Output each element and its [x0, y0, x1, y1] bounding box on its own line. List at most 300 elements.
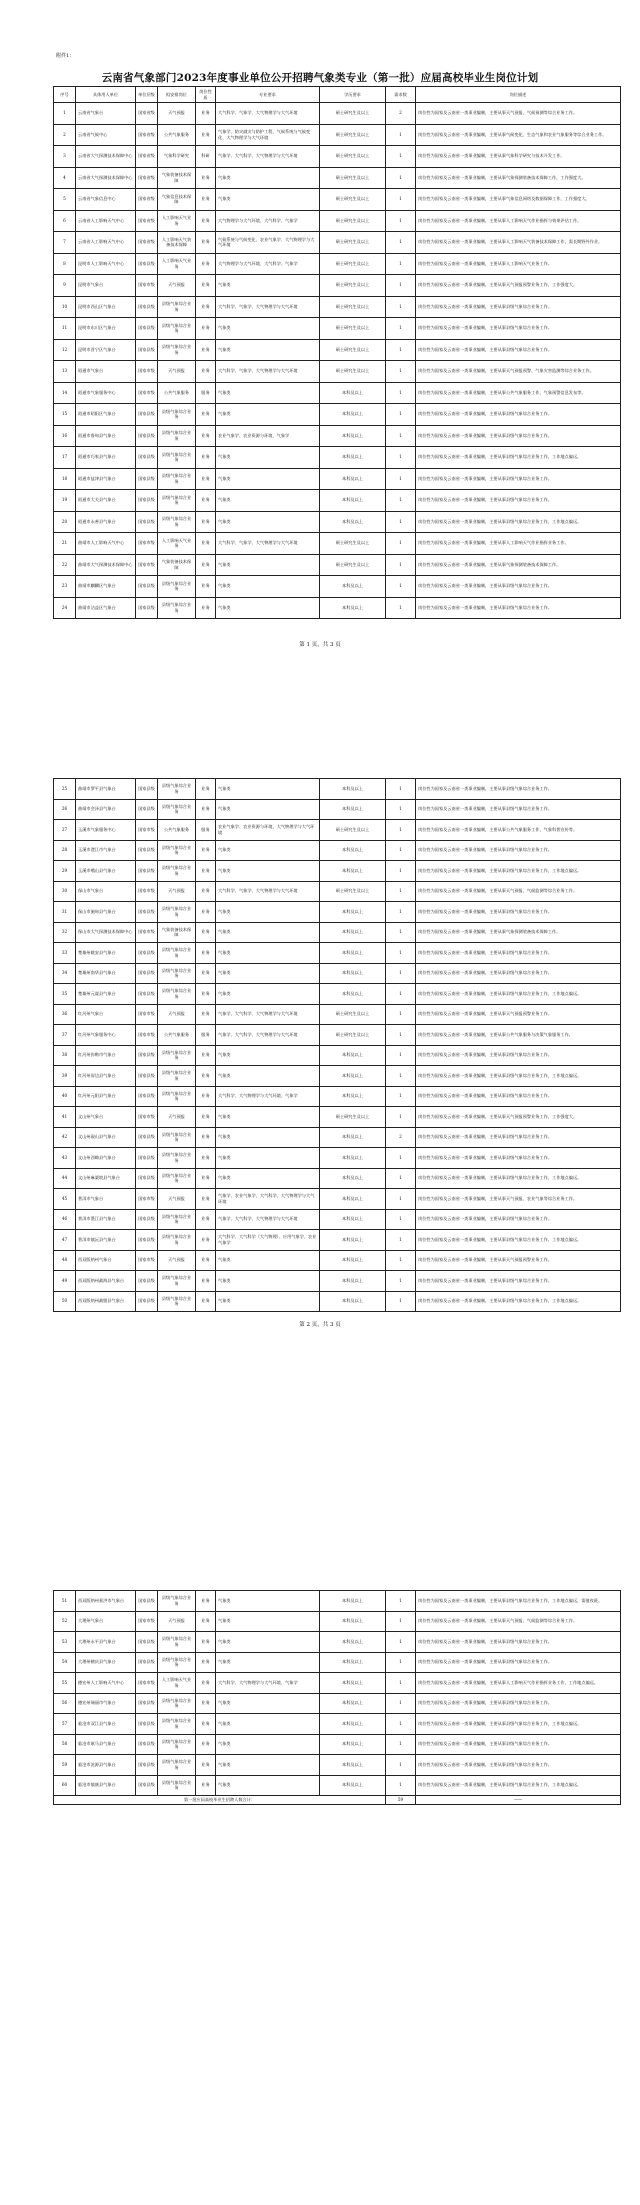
education-requirement: 本科及以上: [320, 468, 386, 490]
education-requirement: 硕士研究生及以上: [320, 820, 386, 841]
post-name: 人工影响天气业务: [158, 253, 196, 275]
education-requirement: 本科及以上: [320, 1045, 386, 1066]
post-nature: 业务: [196, 1271, 216, 1292]
table-row: [54, 210, 621, 232]
post-description: 岗位性为国家及云南省一类事业编制，主要从事县级气象综合业务工作。: [416, 1148, 621, 1169]
table-row: [54, 554, 621, 576]
post-description: 岗位性为国家及云南省一类事业编制，主要从事人工影响天气业务工作。: [416, 253, 621, 275]
post-nature: 业务: [196, 1755, 216, 1776]
major-requirement: 气象类: [216, 1652, 320, 1673]
unit-level: 国家县级: [136, 576, 158, 598]
post-name: 气象科学研究: [158, 146, 196, 168]
row-number: 50: [54, 1291, 76, 1312]
unit-level: 国家县级: [136, 1714, 158, 1735]
unit-name: 昆明市晋宁区气象台: [76, 339, 136, 361]
column-header-headcount: 需求数: [386, 87, 416, 103]
education-requirement: 本科及以上: [320, 1714, 386, 1735]
education-requirement: 本科及以上: [320, 1127, 386, 1148]
row-number: 51: [54, 1591, 76, 1612]
headcount: 1: [386, 296, 416, 318]
table-row: [54, 1591, 621, 1612]
unit-level: 国家市级: [136, 1673, 158, 1694]
table-row: [54, 1004, 621, 1025]
education-requirement: 本科及以上: [320, 576, 386, 598]
unit-name: 云南省气候中心: [76, 124, 136, 146]
row-number: 34: [54, 963, 76, 984]
post-name: 县级气象综合业务: [158, 1168, 196, 1189]
post-name: 县级气象综合业务: [158, 1652, 196, 1673]
table-row: [54, 1734, 621, 1755]
education-requirement: 本科及以上: [320, 1086, 386, 1107]
major-requirement: 大气科学、大气科学（大气物理）、应用气象学、农业气象学: [216, 1230, 320, 1251]
unit-level: 国家县级: [136, 296, 158, 318]
post-name: 县级气象综合业务: [158, 779, 196, 800]
post-nature: 科研: [196, 146, 216, 168]
table-row: [54, 1693, 621, 1714]
post-description: 岗位性为国家及云南省一类事业编制，主要从事气象探测装备技术保障工作。: [416, 922, 621, 943]
table-row: [54, 1025, 621, 1046]
row-number: 47: [54, 1230, 76, 1251]
unit-level: 国家县级: [136, 984, 158, 1005]
post-description: 岗位性为国家及云南省一类事业编制，主要从事县级气象综合业务工作。: [416, 799, 621, 820]
table-row: [54, 1148, 621, 1169]
table-header-row: [54, 87, 621, 103]
unit-level: 国家县级: [136, 1168, 158, 1189]
education-requirement: 本科及以上: [320, 1209, 386, 1230]
unit-name: 临沧市镇康县气象台: [76, 1775, 136, 1796]
unit-level: 国家县级: [136, 1652, 158, 1673]
table-row: [54, 861, 621, 882]
education-requirement: 硕士研究生及以上: [320, 189, 386, 211]
column-header-post-nature: 岗位性质: [196, 87, 216, 103]
headcount: 1: [386, 1230, 416, 1251]
post-nature: 业务: [196, 1652, 216, 1673]
education-requirement: 硕士研究生及以上: [320, 339, 386, 361]
major-requirement: 气象类: [216, 1148, 320, 1169]
post-nature: 业务: [196, 1250, 216, 1271]
unit-level: 国家县级: [136, 799, 158, 820]
unit-name: 保山市施甸县气象台: [76, 902, 136, 923]
education-requirement: 本科及以上: [320, 1230, 386, 1251]
post-nature: 业务: [196, 1611, 216, 1632]
recruitment-table-page-2: [53, 778, 621, 1312]
post-description: 岗位性为国家及云南省一类事业编制，主要从事县级气象综合业务工作，工作地点偏远。: [416, 511, 621, 533]
headcount: 1: [386, 1189, 416, 1210]
row-number: 39: [54, 1066, 76, 1087]
post-nature: 业务: [196, 210, 216, 232]
unit-name: 云南省人工影响天气中心: [76, 210, 136, 232]
table-row: [54, 1271, 621, 1292]
row-number: 1: [54, 103, 76, 125]
row-number: 49: [54, 1271, 76, 1292]
row-number: 44: [54, 1168, 76, 1189]
headcount: 1: [386, 146, 416, 168]
unit-name: 红河州气象台: [76, 1004, 136, 1025]
post-description: 岗位性为国家及云南省一类事业编制，主要从事县级气象综合业务工作，工作地点偏远。: [416, 861, 621, 882]
post-description: 岗位性为国家及云南省一类事业编制，主要从事天气预报、农业气象等综合业务工作。: [416, 1189, 621, 1210]
headcount: 1: [386, 318, 416, 340]
post-nature: 业务: [196, 554, 216, 576]
post-description: 岗位性为国家及云南省一类事业编制，主要从事天气预报、气候监测等综合业务工作。: [416, 1611, 621, 1632]
post-nature: 业务: [196, 1209, 216, 1230]
unit-level: 国家省级: [136, 189, 158, 211]
major-requirement: 大气科学、气象学、大气物理学与大气环境: [216, 361, 320, 383]
table-row: [54, 1714, 621, 1735]
table-row: [54, 597, 621, 619]
post-description: 岗位性为国家及云南省一类事业编制，主要从事县级气象综合业务工作。: [416, 404, 621, 426]
unit-level: 国家县级: [136, 1291, 158, 1312]
post-name: 县级气象综合业务: [158, 1148, 196, 1169]
headcount: 1: [386, 232, 416, 254]
unit-level: 国家市级: [136, 1004, 158, 1025]
row-number: 37: [54, 1025, 76, 1046]
unit-name: 楚雄州姚安县气象台: [76, 943, 136, 964]
table-row: [54, 361, 621, 383]
table-row: [54, 425, 621, 447]
row-number: 43: [54, 1148, 76, 1169]
unit-name: 玉溪市澄江市气象台: [76, 840, 136, 861]
headcount: 1: [386, 576, 416, 598]
post-name: 县级气象综合业务: [158, 468, 196, 490]
unit-name: 普洱市镇沅县气象台: [76, 1230, 136, 1251]
post-nature: 服务: [196, 382, 216, 404]
sheet-2: [0, 760, 640, 1450]
post-name: 县级气象综合业务: [158, 1209, 196, 1230]
education-requirement: 本科及以上: [320, 840, 386, 861]
education-requirement: 本科及以上: [320, 597, 386, 619]
post-description: 岗位性为国家及云南省一类事业编制，主要从事县级气象综合业务工作，工作地点偏远。: [416, 447, 621, 469]
table-row: [54, 922, 621, 943]
unit-level: 国家县级: [136, 468, 158, 490]
education-requirement: 本科及以上: [320, 963, 386, 984]
post-description: 岗位性为国家及云南省一类事业编制，主要从事气候变化、生态气象和农业气象服务等综合业务工作。: [416, 124, 621, 146]
education-requirement: 硕士研究生及以上: [320, 210, 386, 232]
education-requirement: 硕士研究生及以上: [320, 1025, 386, 1046]
headcount: 1: [386, 1755, 416, 1776]
summary-dash: ——: [416, 1796, 621, 1805]
post-name: 县级气象综合业务: [158, 861, 196, 882]
post-nature: 业务: [196, 779, 216, 800]
post-description: 岗位性为国家及云南省一类事业编制，主要从事天气预报、气候监测等综合业务工作。: [416, 881, 621, 902]
post-name: 气象装备技术保障: [158, 554, 196, 576]
major-requirement: 气象类: [216, 799, 320, 820]
recruitment-table-page-3: [53, 1590, 621, 1805]
post-name: 公共气象服务: [158, 820, 196, 841]
post-name: 天气预报: [158, 103, 196, 125]
unit-level: 国家县级: [136, 1755, 158, 1776]
row-number: 10: [54, 296, 76, 318]
post-description: 岗位性为国家及云南省一类事业编制，主要从事天气预报预警业务工作，工作强度大。: [416, 1107, 621, 1128]
unit-name: 楚雄州元谋县气象台: [76, 984, 136, 1005]
education-requirement: 本科及以上: [320, 1652, 386, 1673]
unit-level: 国家县级: [136, 1066, 158, 1087]
table-row: [54, 124, 621, 146]
unit-level: 国家县级: [136, 902, 158, 923]
unit-level: 国家县级: [136, 963, 158, 984]
education-requirement: 本科及以上: [320, 1673, 386, 1694]
headcount: 1: [386, 840, 416, 861]
row-number: 8: [54, 253, 76, 275]
unit-name: 曲靖市沾益区气象台: [76, 597, 136, 619]
headcount: 1: [386, 597, 416, 619]
post-description: 岗位性为国家及云南省一类事业编制，主要从事县级气象综合业务工作。: [416, 1271, 621, 1292]
major-requirement: 大气科学、气象学、大气物理学与大气环境: [216, 296, 320, 318]
row-number: 58: [54, 1734, 76, 1755]
row-number: 24: [54, 597, 76, 619]
post-description: 岗位性为国家及云南省一类事业编制，主要从事公共气象服务与决策气象服务工作。: [416, 1025, 621, 1046]
unit-name: 曲靖市人工影响天气中心: [76, 533, 136, 555]
education-requirement: 硕士研究生及以上: [320, 146, 386, 168]
unit-name: 红河州弥勒市气象台: [76, 1045, 136, 1066]
unit-level: 国家县级: [136, 1230, 158, 1251]
post-description: 岗位性为国家及云南省一类事业编制，主要从事县级气象综合业务工作，工作地点偏远。: [416, 1066, 621, 1087]
post-nature: 业务: [196, 861, 216, 882]
unit-name: 临沧市双江县气象台: [76, 1714, 136, 1735]
unit-name: 曲靖市会泽县气象台: [76, 799, 136, 820]
unit-level: 国家县级: [136, 1148, 158, 1169]
row-number: 28: [54, 840, 76, 861]
education-requirement: 本科及以上: [320, 799, 386, 820]
education-requirement: 本科及以上: [320, 1611, 386, 1632]
post-nature: 业务: [196, 922, 216, 943]
post-name: 县级气象综合业务: [158, 1693, 196, 1714]
row-number: 56: [54, 1693, 76, 1714]
post-description: 岗位性为国家及云南省一类事业编制，主要从事天气预报预警业务工作。: [416, 1250, 621, 1271]
headcount: 1: [386, 779, 416, 800]
major-requirement: 气象类: [216, 447, 320, 469]
major-requirement: 气象类: [216, 984, 320, 1005]
post-description: 岗位性为国家及云南省一类事业编制，主要从事天气预报预警业务工作，工作强度大。: [416, 275, 621, 297]
major-requirement: 气象类: [216, 1271, 320, 1292]
unit-name: 西双版纳州景洪市气象台: [76, 1591, 136, 1612]
post-name: 县级气象综合业务: [158, 1230, 196, 1251]
post-nature: 业务: [196, 881, 216, 902]
post-description: 岗位性为国家及云南省一类事业编制，主要从事县级气象综合业务工作，工作地点偏远。: [416, 1775, 621, 1796]
post-description: 岗位性为国家及云南省一类事业编制，主要从事人工影响天气作业指挥业务工作，工作地点偏远。: [416, 1673, 621, 1694]
table-row: [54, 1189, 621, 1210]
education-requirement: 本科及以上: [320, 1775, 386, 1796]
post-nature: 业务: [196, 1127, 216, 1148]
table-row: [54, 1168, 621, 1189]
post-description: 岗位性为国家及云南省一类事业编制，主要从事天气预报预警、气象灾害监测等综合业务工作。: [416, 361, 621, 383]
unit-level: 国家县级: [136, 779, 158, 800]
major-requirement: 气象类: [216, 1250, 320, 1271]
headcount: 1: [386, 511, 416, 533]
table-row: [54, 1775, 621, 1796]
row-number: 55: [54, 1673, 76, 1694]
headcount: 1: [386, 1025, 416, 1046]
post-description: 岗位性为国家及云南省一类事业编制，主要从事县级气象综合业务工作，工作地点偏远。: [416, 1168, 621, 1189]
post-name: 天气预报: [158, 1250, 196, 1271]
post-name: 天气预报: [158, 361, 196, 383]
table-row: [54, 447, 621, 469]
major-requirement: 气象类: [216, 943, 320, 964]
major-requirement: 气象类: [216, 1066, 320, 1087]
unit-name: 文山州麻栗坡县气象台: [76, 1168, 136, 1189]
post-nature: 业务: [196, 189, 216, 211]
post-nature: 业务: [196, 275, 216, 297]
table-row: [54, 1250, 621, 1271]
major-requirement: 气象类: [216, 468, 320, 490]
major-requirement: 气象类: [216, 1632, 320, 1653]
major-requirement: 大气科学、气象学、大气物理学与大气环境: [216, 533, 320, 555]
unit-level: 国家县级: [136, 1209, 158, 1230]
table-row: [54, 167, 621, 189]
table-row: [54, 404, 621, 426]
major-requirement: 气象类: [216, 404, 320, 426]
row-number: 46: [54, 1209, 76, 1230]
education-requirement: 本科及以上: [320, 1632, 386, 1653]
education-requirement: 本科及以上: [320, 943, 386, 964]
post-description: 岗位性为国家及云南省一类事业编制，主要从事县级气象综合业务工作。: [416, 339, 621, 361]
post-description: 岗位性为国家及云南省一类事业编制，主要从事县级气象综合业务工作。: [416, 779, 621, 800]
row-number: 20: [54, 511, 76, 533]
unit-name: 云南省气象台: [76, 103, 136, 125]
unit-name: 大理州永平县气象台: [76, 1632, 136, 1653]
post-nature: 业务: [196, 1775, 216, 1796]
post-nature: 业务: [196, 1291, 216, 1312]
table-row: [54, 984, 621, 1005]
education-requirement: 硕士研究生及以上: [320, 124, 386, 146]
education-requirement: 硕士研究生及以上: [320, 533, 386, 555]
post-nature: 业务: [196, 1066, 216, 1087]
headcount: 1: [386, 984, 416, 1005]
table-row: [54, 382, 621, 404]
table-row: [54, 1066, 621, 1087]
post-name: 天气预报: [158, 1004, 196, 1025]
unit-level: 国家市级: [136, 275, 158, 297]
post-description: 岗位性为国家及云南省一类事业编制，主要从事县级气象综合业务工作。: [416, 1086, 621, 1107]
unit-level: 国家县级: [136, 597, 158, 619]
major-requirement: 气象类: [216, 511, 320, 533]
education-requirement: 本科及以上: [320, 1591, 386, 1612]
unit-name: 红河州气象服务中心: [76, 1025, 136, 1046]
post-nature: 业务: [196, 1107, 216, 1128]
education-requirement: 本科及以上: [320, 861, 386, 882]
post-name: 县级气象综合业务: [158, 1591, 196, 1612]
education-requirement: 硕士研究生及以上: [320, 232, 386, 254]
major-requirement: 气候系统与气候变化、农业气象学、大气物理学与大气环境: [216, 232, 320, 254]
headcount: 1: [386, 447, 416, 469]
headcount: 1: [386, 1148, 416, 1169]
post-nature: 业务: [196, 339, 216, 361]
post-name: 县级气象综合业务: [158, 1291, 196, 1312]
major-requirement: 气象类: [216, 1693, 320, 1714]
post-nature: 业务: [196, 576, 216, 598]
table-row: [54, 1086, 621, 1107]
row-number: 32: [54, 922, 76, 943]
sheet-3: [0, 1450, 640, 2205]
unit-name: 昆明市气象台: [76, 275, 136, 297]
headcount: 1: [386, 124, 416, 146]
major-requirement: 气象学、大气科学、大气物理学与大气环境: [216, 146, 320, 168]
unit-name: 曲靖市麒麟区气象台: [76, 576, 136, 598]
post-description: 岗位性为国家及云南省一类事业编制，主要从事县级气象综合业务工作。: [416, 943, 621, 964]
post-description: 岗位性为国家及云南省一类事业编制，主要从事气象探测装备技术保障工作，工作强度大。: [416, 167, 621, 189]
headcount: 1: [386, 468, 416, 490]
table-row: [54, 1045, 621, 1066]
unit-level: 国家县级: [136, 1045, 158, 1066]
unit-level: 国家市级: [136, 1250, 158, 1271]
post-name: 县级气象综合业务: [158, 943, 196, 964]
education-requirement: 本科及以上: [320, 1189, 386, 1210]
row-number: 33: [54, 943, 76, 964]
major-requirement: 气象类: [216, 902, 320, 923]
post-description: 岗位性为国家及云南省一类事业编制，主要从事气象信息网络及数据保障工作，工作强度大。: [416, 189, 621, 211]
table-row: [54, 881, 621, 902]
education-requirement: 本科及以上: [320, 511, 386, 533]
post-description: 岗位性为国家及云南省一类事业编制，主要从事县级气象综合业务工作。: [416, 1045, 621, 1066]
unit-name: 保山市大气探测技术保障中心: [76, 922, 136, 943]
major-requirement: 气象类: [216, 597, 320, 619]
post-nature: 业务: [196, 597, 216, 619]
table-row: [54, 779, 621, 800]
headcount: 1: [386, 1673, 416, 1694]
row-number: 31: [54, 902, 76, 923]
major-requirement: 气象类: [216, 861, 320, 882]
major-requirement: 气象类: [216, 779, 320, 800]
post-description: 岗位性为国家及云南省一类事业编制，主要从事公共气象服务工作，气象科普宣传等。: [416, 820, 621, 841]
post-nature: 业务: [196, 103, 216, 125]
table-row: [54, 1127, 621, 1148]
post-name: 公共气象服务: [158, 1025, 196, 1046]
major-requirement: 气象类: [216, 490, 320, 512]
table-row: [54, 1632, 621, 1653]
major-requirement: 气象类: [216, 576, 320, 598]
headcount: 1: [386, 1632, 416, 1653]
unit-level: 国家市级: [136, 820, 158, 841]
row-number: 53: [54, 1632, 76, 1653]
unit-name: 昭通市巧家县气象台: [76, 447, 136, 469]
table-row: [54, 1652, 621, 1673]
headcount: 1: [386, 1209, 416, 1230]
table-row: [54, 1230, 621, 1251]
table-row: [54, 318, 621, 340]
post-nature: 服务: [196, 820, 216, 841]
table-row: [54, 490, 621, 512]
table-row: [54, 1209, 621, 1230]
post-description: 岗位性为国家及云南省一类事业编制，主要从事县级气象综合业务工作，工作地点偏远。: [416, 1291, 621, 1312]
column-header-post-description: 岗位描述: [416, 87, 621, 103]
headcount: 1: [386, 902, 416, 923]
column-header-unit-level: 单位层级: [136, 87, 158, 103]
post-name: 气象装备技术保障: [158, 922, 196, 943]
post-description: 岗位性为国家及云南省一类事业编制，主要从事县级气象综合业务工作。: [416, 1734, 621, 1755]
headcount: 1: [386, 425, 416, 447]
table-row: [54, 1755, 621, 1776]
post-nature: 业务: [196, 1045, 216, 1066]
unit-level: 国家省级: [136, 210, 158, 232]
headcount: 1: [386, 1250, 416, 1271]
post-name: 县级气象综合业务: [158, 1632, 196, 1653]
table-row: [54, 533, 621, 555]
headcount: 1: [386, 189, 416, 211]
post-nature: 业务: [196, 1714, 216, 1735]
headcount: 1: [386, 404, 416, 426]
unit-level: 国家县级: [136, 1632, 158, 1653]
post-description: 岗位性为国家及云南省一类事业编制，主要从事县级气象综合业务工作。: [416, 1755, 621, 1776]
page-number-2: 第 2 页，共 3 页: [299, 1322, 341, 1328]
headcount: 1: [386, 1611, 416, 1632]
row-number: 57: [54, 1714, 76, 1735]
unit-level: 国家县级: [136, 490, 158, 512]
unit-name: 红河州元阳县气象台: [76, 1086, 136, 1107]
row-number: 60: [54, 1775, 76, 1796]
education-requirement: 本科及以上: [320, 1250, 386, 1271]
post-name: 县级气象综合业务: [158, 1086, 196, 1107]
major-requirement: 气象类: [216, 1045, 320, 1066]
row-number: 42: [54, 1127, 76, 1148]
